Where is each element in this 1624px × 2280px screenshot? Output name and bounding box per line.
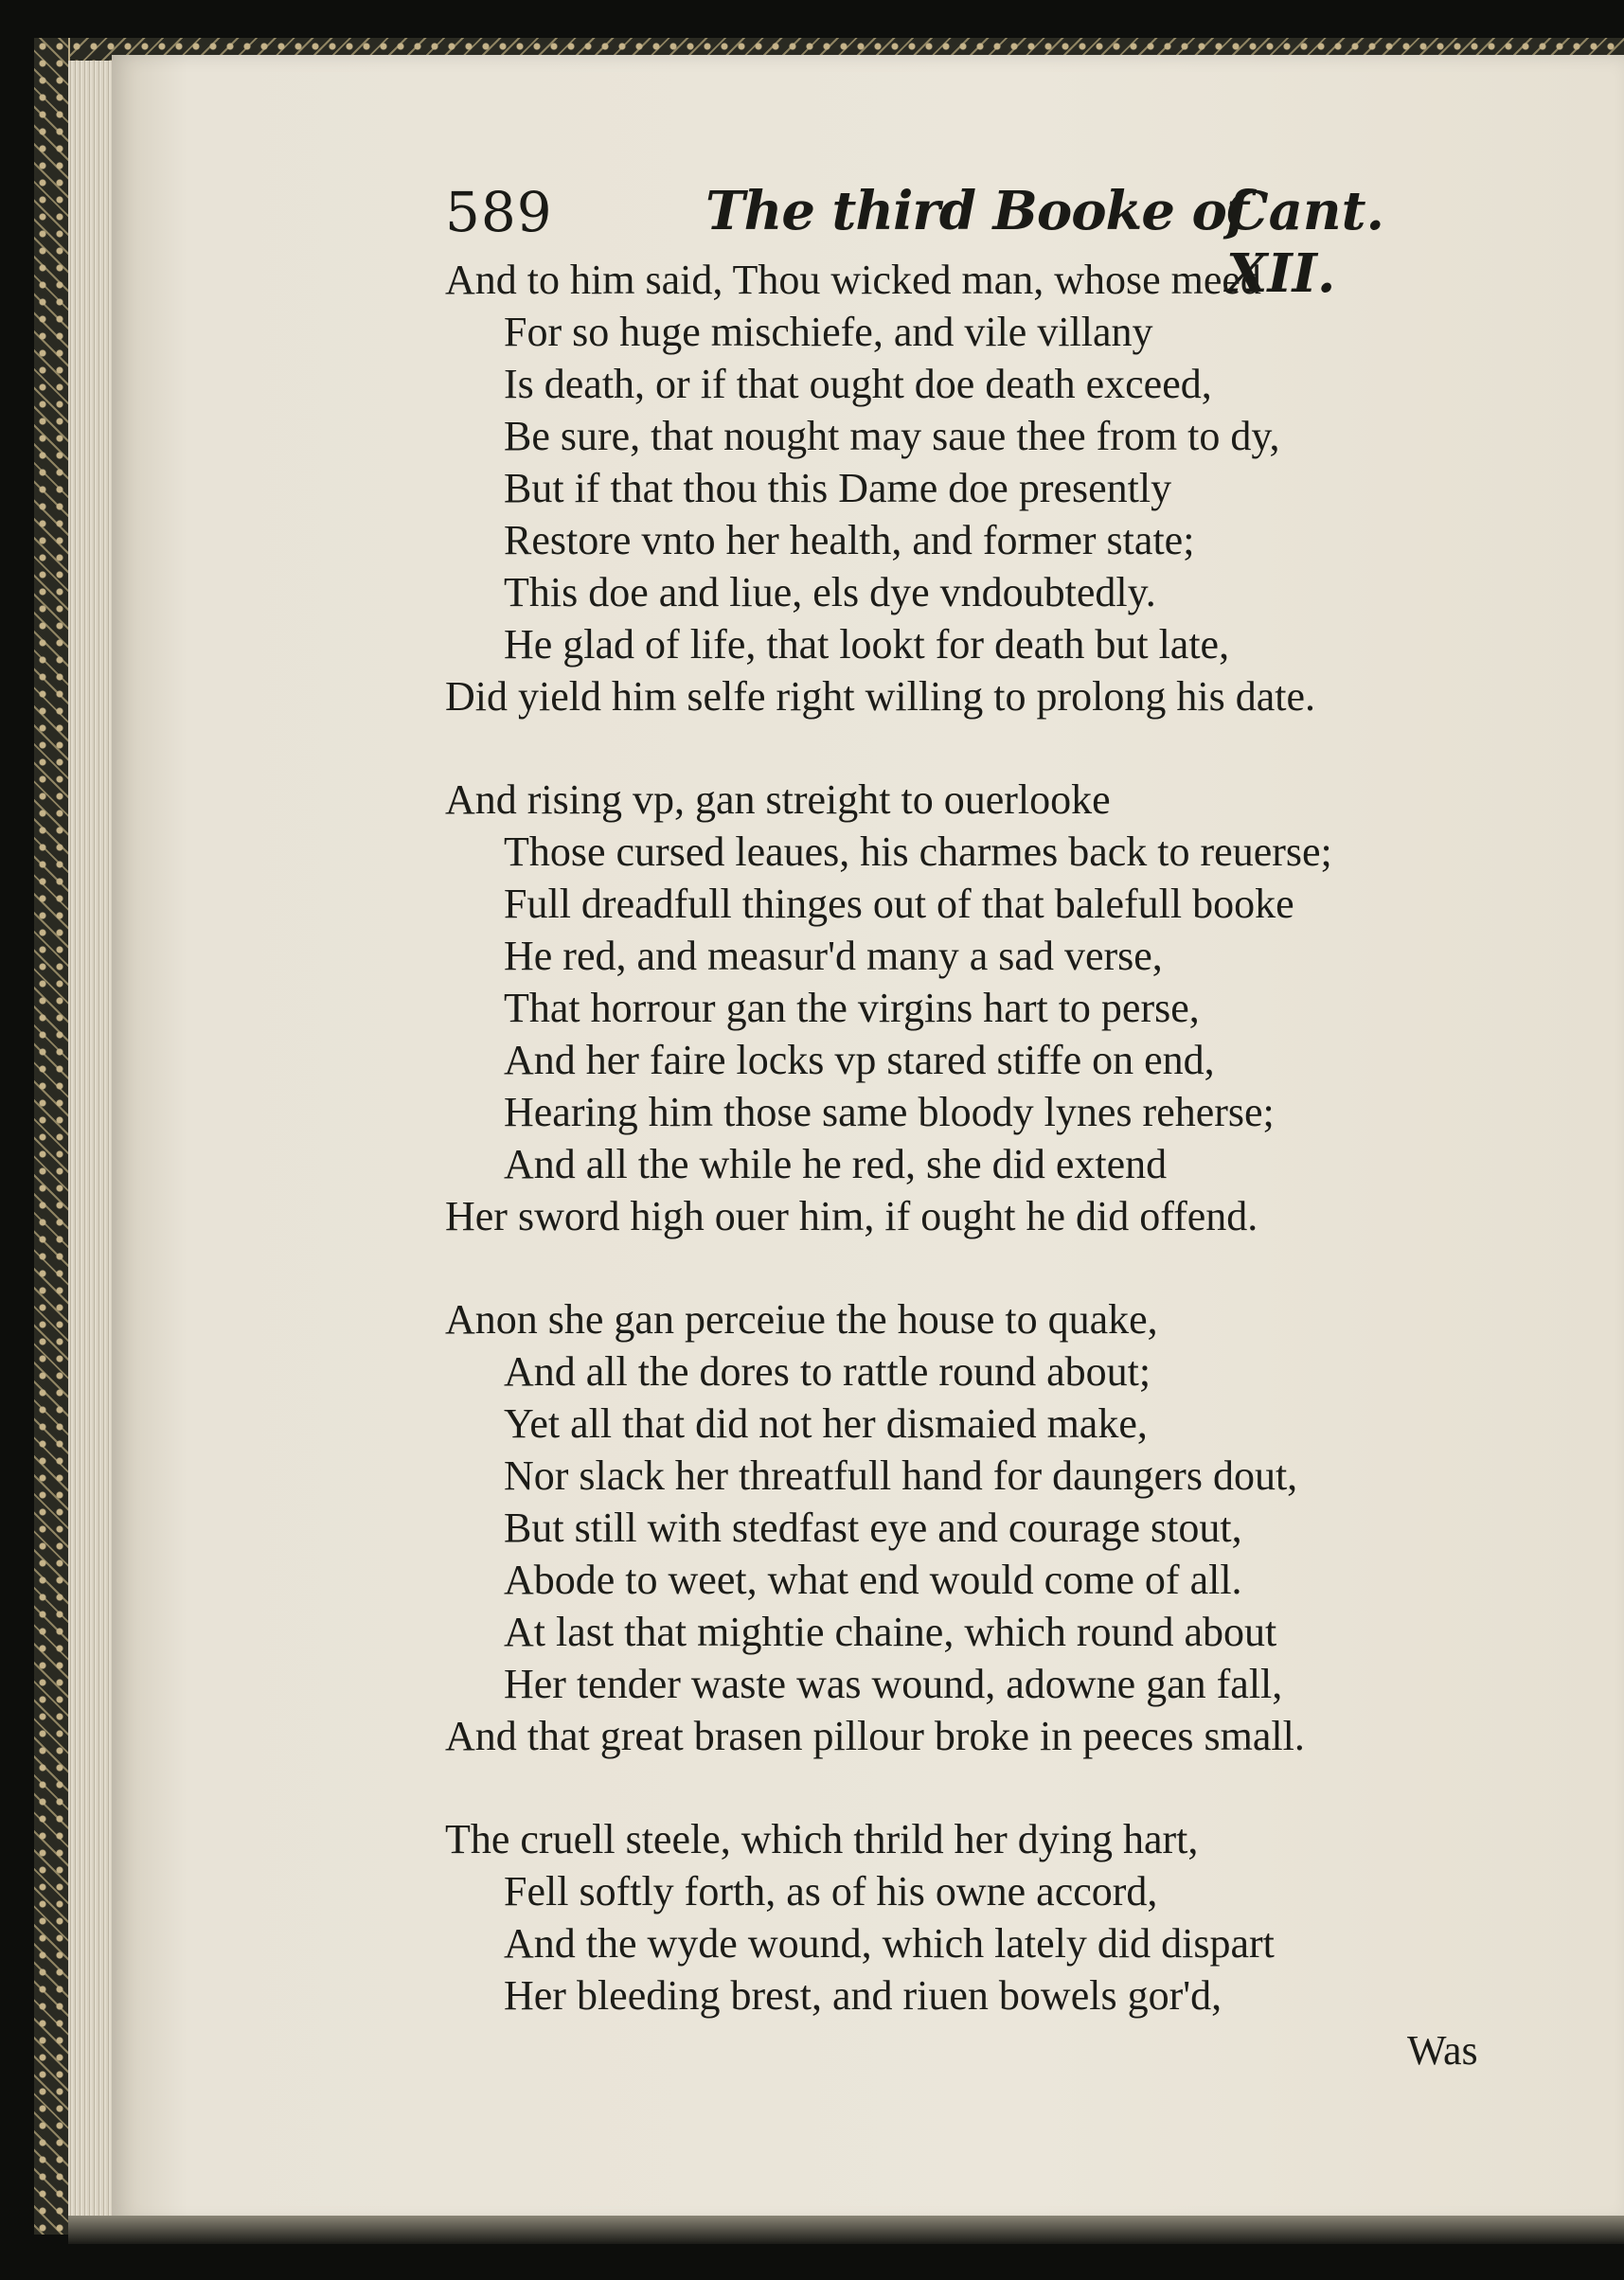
verse-line: At last that mightie chaine, which round about (504, 1609, 1277, 1655)
verse-line: The cruell steele, which thrild her dying hart, (445, 1816, 1199, 1862)
verse-line: Abode to weet, what end would come of all. (504, 1557, 1242, 1603)
poem-text (445, 254, 1525, 2022)
verse-line: And rising vp, gan streight to ouerlooke (445, 776, 1111, 823)
page-number: 589 (445, 180, 553, 244)
verse-line: Is death, or if that ought doe death exceed, (504, 361, 1212, 407)
page-edges (68, 61, 116, 2219)
verse-line: For so huge mischiefe, and vile villany (504, 309, 1153, 355)
stanza (445, 254, 1525, 722)
verse-line: Hearing him those same bloody lynes reherse; (504, 1089, 1275, 1135)
stanza (445, 1813, 1525, 2022)
canto-label: Cant. XII. (1226, 180, 1384, 305)
verse-line: He glad of life, that lookt for death but late, (504, 621, 1230, 668)
verse-line: Did yield him selfe right willing to prolong his date. (445, 673, 1315, 720)
page-bottom-shadow (68, 2216, 1624, 2244)
verse-line: But if that thou this Dame doe presently (504, 465, 1172, 511)
verse-line: And all the dores to rattle round about; (504, 1348, 1151, 1395)
catchword: Was (1407, 2027, 1478, 2074)
verse-line: And her faire locks vp stared stiffe on end, (504, 1037, 1215, 1083)
verse-line: Her sword high ouer him, if ought he did offend. (445, 1193, 1258, 1239)
verse-line: Yet all that did not her dismaied make, (504, 1400, 1148, 1447)
verse-line: And to him said, Thou wicked man, whose meed (445, 257, 1261, 303)
verse-line: Her bleeding brest, and riuen bowels gor'd, (504, 1972, 1222, 2019)
verse-line: Her tender waste was wound, adowne gan fall, (504, 1661, 1283, 1707)
verse-line: That horrour gan the virgins hart to perse, (504, 985, 1200, 1031)
verse-line: Restore vnto her health, and former state; (504, 517, 1195, 563)
verse-line: Those cursed leaues, his charmes back to reuerse; (504, 828, 1332, 875)
stanza (445, 774, 1525, 1242)
running-title: The third Booke of (705, 180, 1248, 242)
verse-line: Anon she gan perceiue the house to quake, (445, 1296, 1158, 1343)
verse-line: And the wyde wound, which lately did dispart (504, 1920, 1275, 1967)
verse-line: Full dreadfull thinges out of that balefull booke (504, 881, 1294, 927)
verse-line: Fell softly forth, as of his owne accord, (504, 1868, 1158, 1915)
verse-line: He red, and measur'd many a sad verse, (504, 933, 1163, 979)
verse-line: This doe and liue, els dye vndoubtedly. (504, 569, 1156, 615)
verse-line: Nor slack her threatfull hand for daungers dout, (504, 1452, 1298, 1499)
verse-line: Be sure, that nought may saue thee from to dy, (504, 413, 1280, 459)
gilt-border-left (34, 38, 70, 2235)
verse-line: But still with stedfast eye and courage stout, (504, 1505, 1242, 1551)
verse-line: And that great brasen pillour broke in peeces small. (445, 1713, 1305, 1759)
stanza (445, 1293, 1525, 1762)
verse-line: And all the while he red, she did extend (504, 1141, 1168, 1187)
